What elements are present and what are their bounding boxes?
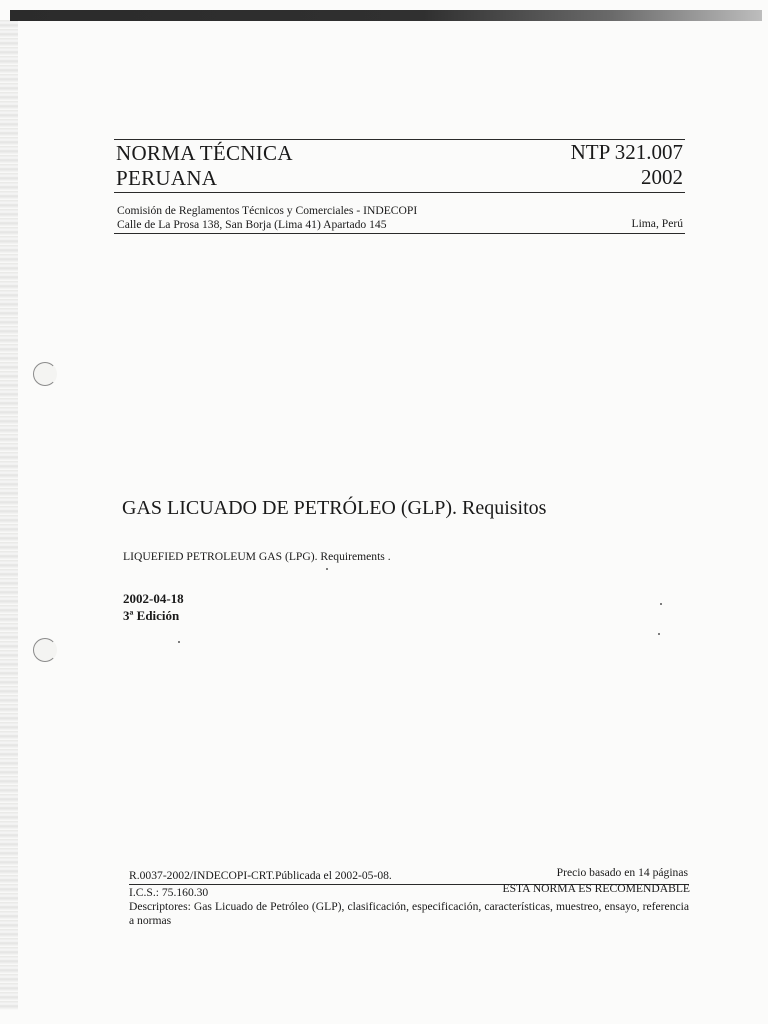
ics-code: I.C.S.: 75.160.30 — [129, 886, 209, 899]
commission-info — [117, 204, 537, 232]
header-middle-rule — [114, 192, 685, 193]
location: Lima, Perú — [631, 217, 683, 230]
edition: 3ª Edición — [123, 608, 180, 623]
ntp-year: 2002 — [641, 165, 683, 189]
punch-hole-top — [33, 362, 57, 386]
scan-speck — [326, 568, 328, 570]
price-note: Precio basado en 14 páginas — [556, 866, 688, 879]
descriptors: Descriptores: Gas Licuado de Petróleo (GLP), clasificación, especificación, características, muestreo, ensayo, referencia a normas — [129, 900, 689, 927]
scan-left-edge — [0, 20, 18, 1010]
approval-date: 2002-04-18 — [123, 591, 184, 606]
scan-speck — [658, 633, 660, 635]
punch-hole-bottom — [33, 638, 57, 662]
norma-title-line1: NORMA TÉCNICA — [116, 141, 293, 165]
commission-address: Calle de La Prosa 138, San Borja (Lima 41) Apartado 145 — [117, 218, 387, 231]
standard-title: GAS LICUADO DE PETRÓLEO (GLP). Requisitos — [122, 497, 547, 519]
scan-top-strip — [10, 10, 762, 21]
norma-title — [116, 141, 436, 191]
norma-title-line2: PERUANA — [116, 166, 218, 190]
scan-speck — [660, 603, 662, 605]
header-bottom-rule — [114, 233, 685, 234]
recommendation-note: ESTA NORMA ES RECOMENDABLE — [502, 882, 690, 895]
ntp-code: NTP 321.007 — [570, 140, 683, 164]
resolution-reference: R.0037-2002/INDECOPI-CRT.Públicada el 2002-05-08. — [129, 869, 392, 882]
scan-speck — [178, 641, 180, 643]
commission-name: Comisión de Reglamentos Técnicos y Comerciales - INDECOPI — [117, 204, 418, 217]
standard-title-english: LIQUEFIED PETROLEUM GAS (LPG). Requirements . — [123, 550, 391, 563]
